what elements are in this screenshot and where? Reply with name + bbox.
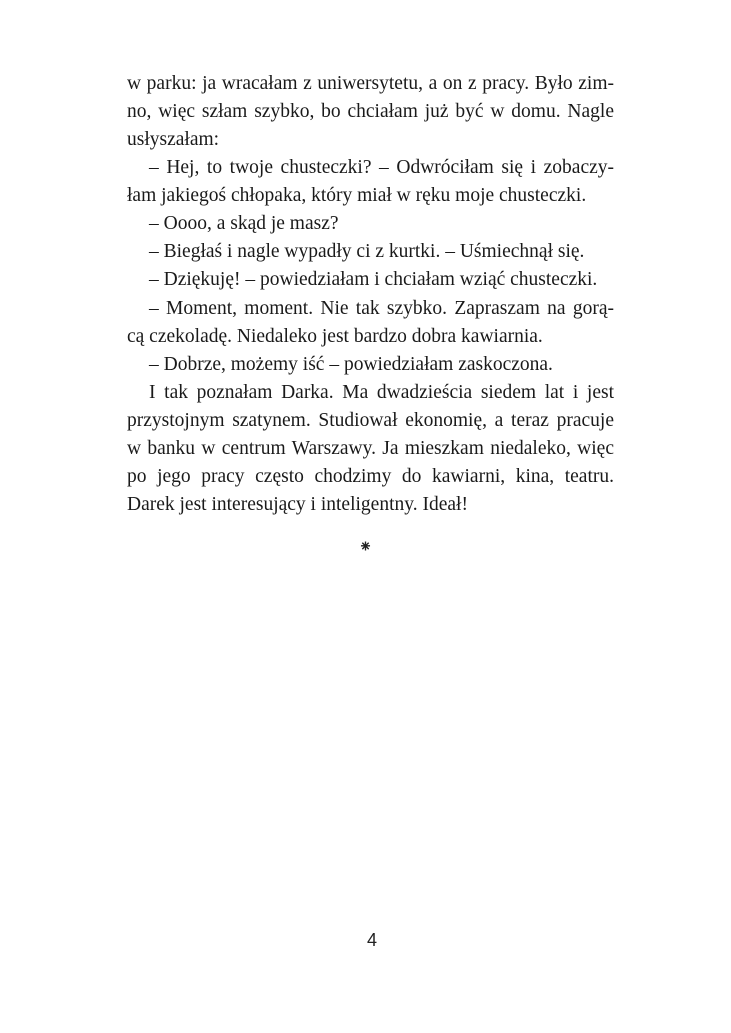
text-line: usłyszałam: — [127, 129, 220, 151]
body-text — [127, 70, 614, 519]
text-line: – Dziękuję! – powiedziałam i chciałam wziąć chusteczki. — [149, 269, 598, 291]
text-line: łam jakiegoś chłopaka, który miał w ręku moje chusteczki. — [127, 185, 587, 207]
section-separator: ⁕ — [358, 537, 373, 557]
page-number: 4 — [366, 930, 377, 950]
text-line: – Oooo, a skąd je masz? — [149, 213, 339, 235]
text-line: – Hej, to twoje chusteczki? – Odwróciłam się i zobaczy- — [149, 157, 614, 179]
text-line: przystojnym szatynem. Studiował ekonomię, a teraz pracuje — [127, 409, 614, 431]
text-line: – Dobrze, możemy iść – powiedziałam zaskoczona. — [149, 353, 553, 375]
text-line: po jego pracy często chodzimy do kawiarni, kina, teatru. — [127, 465, 614, 487]
text-line: w parku: ja wracałam z uniwersytetu, a on z pracy. Było zim- — [127, 73, 614, 94]
text-line: – Biegłaś i nagle wypadły ci z kurtki. – Uśmiechnął się. — [149, 241, 585, 263]
text-line: cą czekoladę. Niedaleko jest bardzo dobra kawiarnia. — [127, 325, 543, 347]
text-line: w banku w centrum Warszawy. Ja mieszkam niedaleko, więc — [127, 437, 614, 459]
text-line: I tak poznałam Darka. Ma dwadzieścia siedem lat i jest — [149, 381, 614, 403]
text-line: no, więc szłam szybko, bo chciałam już być w domu. Nagle — [127, 101, 614, 123]
text-line: Darek jest interesujący i inteligentny. Ideał! — [127, 493, 468, 515]
text-line: – Moment, moment. Nie tak szybko. Zapraszam na gorą- — [149, 297, 614, 319]
